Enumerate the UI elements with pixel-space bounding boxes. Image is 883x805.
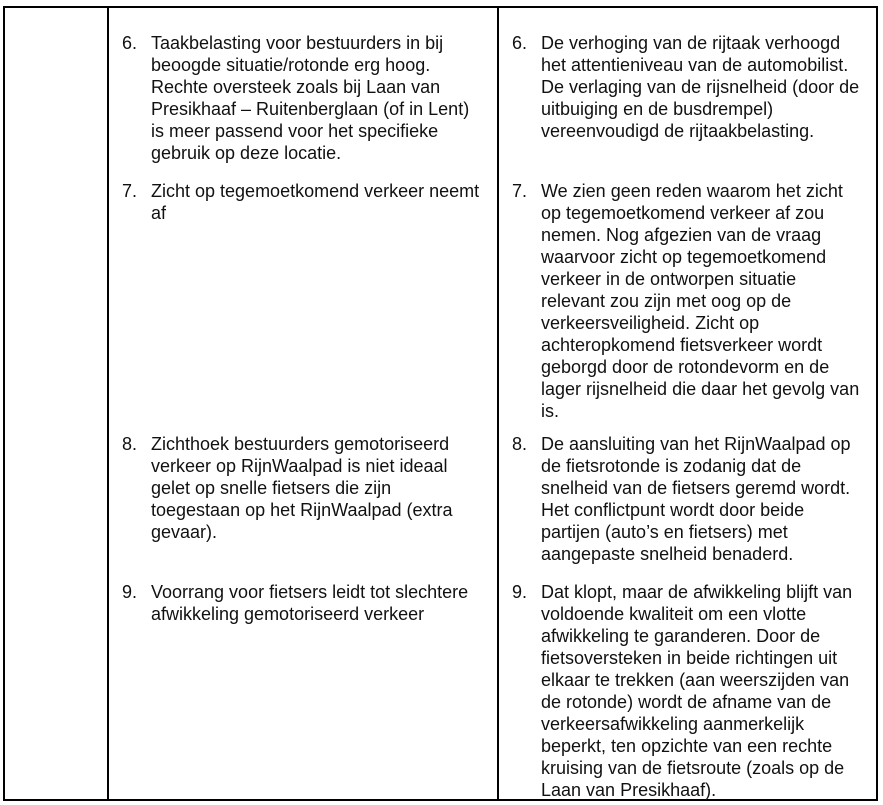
objection-item-7 — [122, 180, 485, 224]
response-number-7: 7. — [512, 181, 528, 201]
response-number-9: 9. — [512, 582, 528, 602]
objection-number-9: 9. — [122, 582, 138, 602]
comments-responses-table — [3, 6, 878, 801]
response-number-6: 6. — [512, 33, 528, 53]
response-item-6 — [512, 32, 865, 142]
objection-item-6 — [122, 32, 485, 164]
objection-text-6: Taakbelasting voor bestuurders in bij beoogde situatie/rotonde erg hoog. Rechte oversteek zoals bij Laan van Presikhaaf – Ruitenberglaan (of in Lent) is meer passend voor het specifieke gebruik op deze locatie. — [151, 33, 470, 163]
empty-left-column — [5, 8, 107, 799]
response-item-9 — [512, 581, 865, 801]
objection-text-9: Voorrang voor fietsers leidt tot slechtere afwikkeling gemotoriseerd verkeer — [151, 582, 469, 624]
response-text-7: We zien geen reden waarom het zicht op tegemoetkomend verkeer af zou nemen. Nog afgezien van de vraag waarvoor zicht op tegemoetkomend verkeer in de ontworpen situatie relevant zou zijn met oog op de verkeersveiligheid. Zicht op achteropkomend fietsverkeer wordt geborgd door de rotondevorm en de lager rijsnelheid die daar het gevolg van is. — [541, 181, 860, 421]
response-text-9: Dat klopt, maar de afwikkeling blijft van voldoende kwaliteit om een vlotte afwikkeling te garanderen. Door de fietsoversteken in beide richtingen uit elkaar te trekken (aan weerszijden van de rotonde) wordt de afname van de verkeersafwikkeling aanmerkelijk beperkt, ten opzichte van een rechte kruising van de fietsroute (zoals op de Laan van Presikhaaf). — [541, 582, 853, 800]
objections-column — [109, 8, 497, 799]
objection-text-7: Zicht op tegemoetkomend verkeer neemt af — [151, 181, 480, 223]
objection-item-8 — [122, 433, 485, 543]
objection-number-8: 8. — [122, 434, 138, 454]
response-text-8: De aansluiting van het RijnWaalpad op de fietsrotonde is zodanig dat de snelheid van de fietsers geremd wordt. Het conflictpunt wordt door beide partijen (auto’s en fietsers) met aangepaste snelheid benaderd. — [541, 434, 851, 564]
objection-number-7: 7. — [122, 181, 138, 201]
response-text-6: De verhoging van de rijtaak verhoogd het attentieniveau van de automobilist. De verlaging van de rijsnelheid (door de uitbuiging en de busdrempel) vereenvoudigd de rijtaakbelasting. — [541, 33, 860, 141]
objection-number-6: 6. — [122, 33, 138, 53]
responses-column — [499, 8, 876, 799]
response-item-7 — [512, 180, 865, 422]
objection-text-8: Zichthoek bestuurders gemotoriseerd verkeer op RijnWaalpad is niet ideaal gelet op snelle fietsers die zijn toegestaan op het RijnWaalpad (extra gevaar). — [151, 434, 453, 542]
objection-item-9 — [122, 581, 485, 625]
response-number-8: 8. — [512, 434, 528, 454]
response-item-8 — [512, 433, 865, 565]
